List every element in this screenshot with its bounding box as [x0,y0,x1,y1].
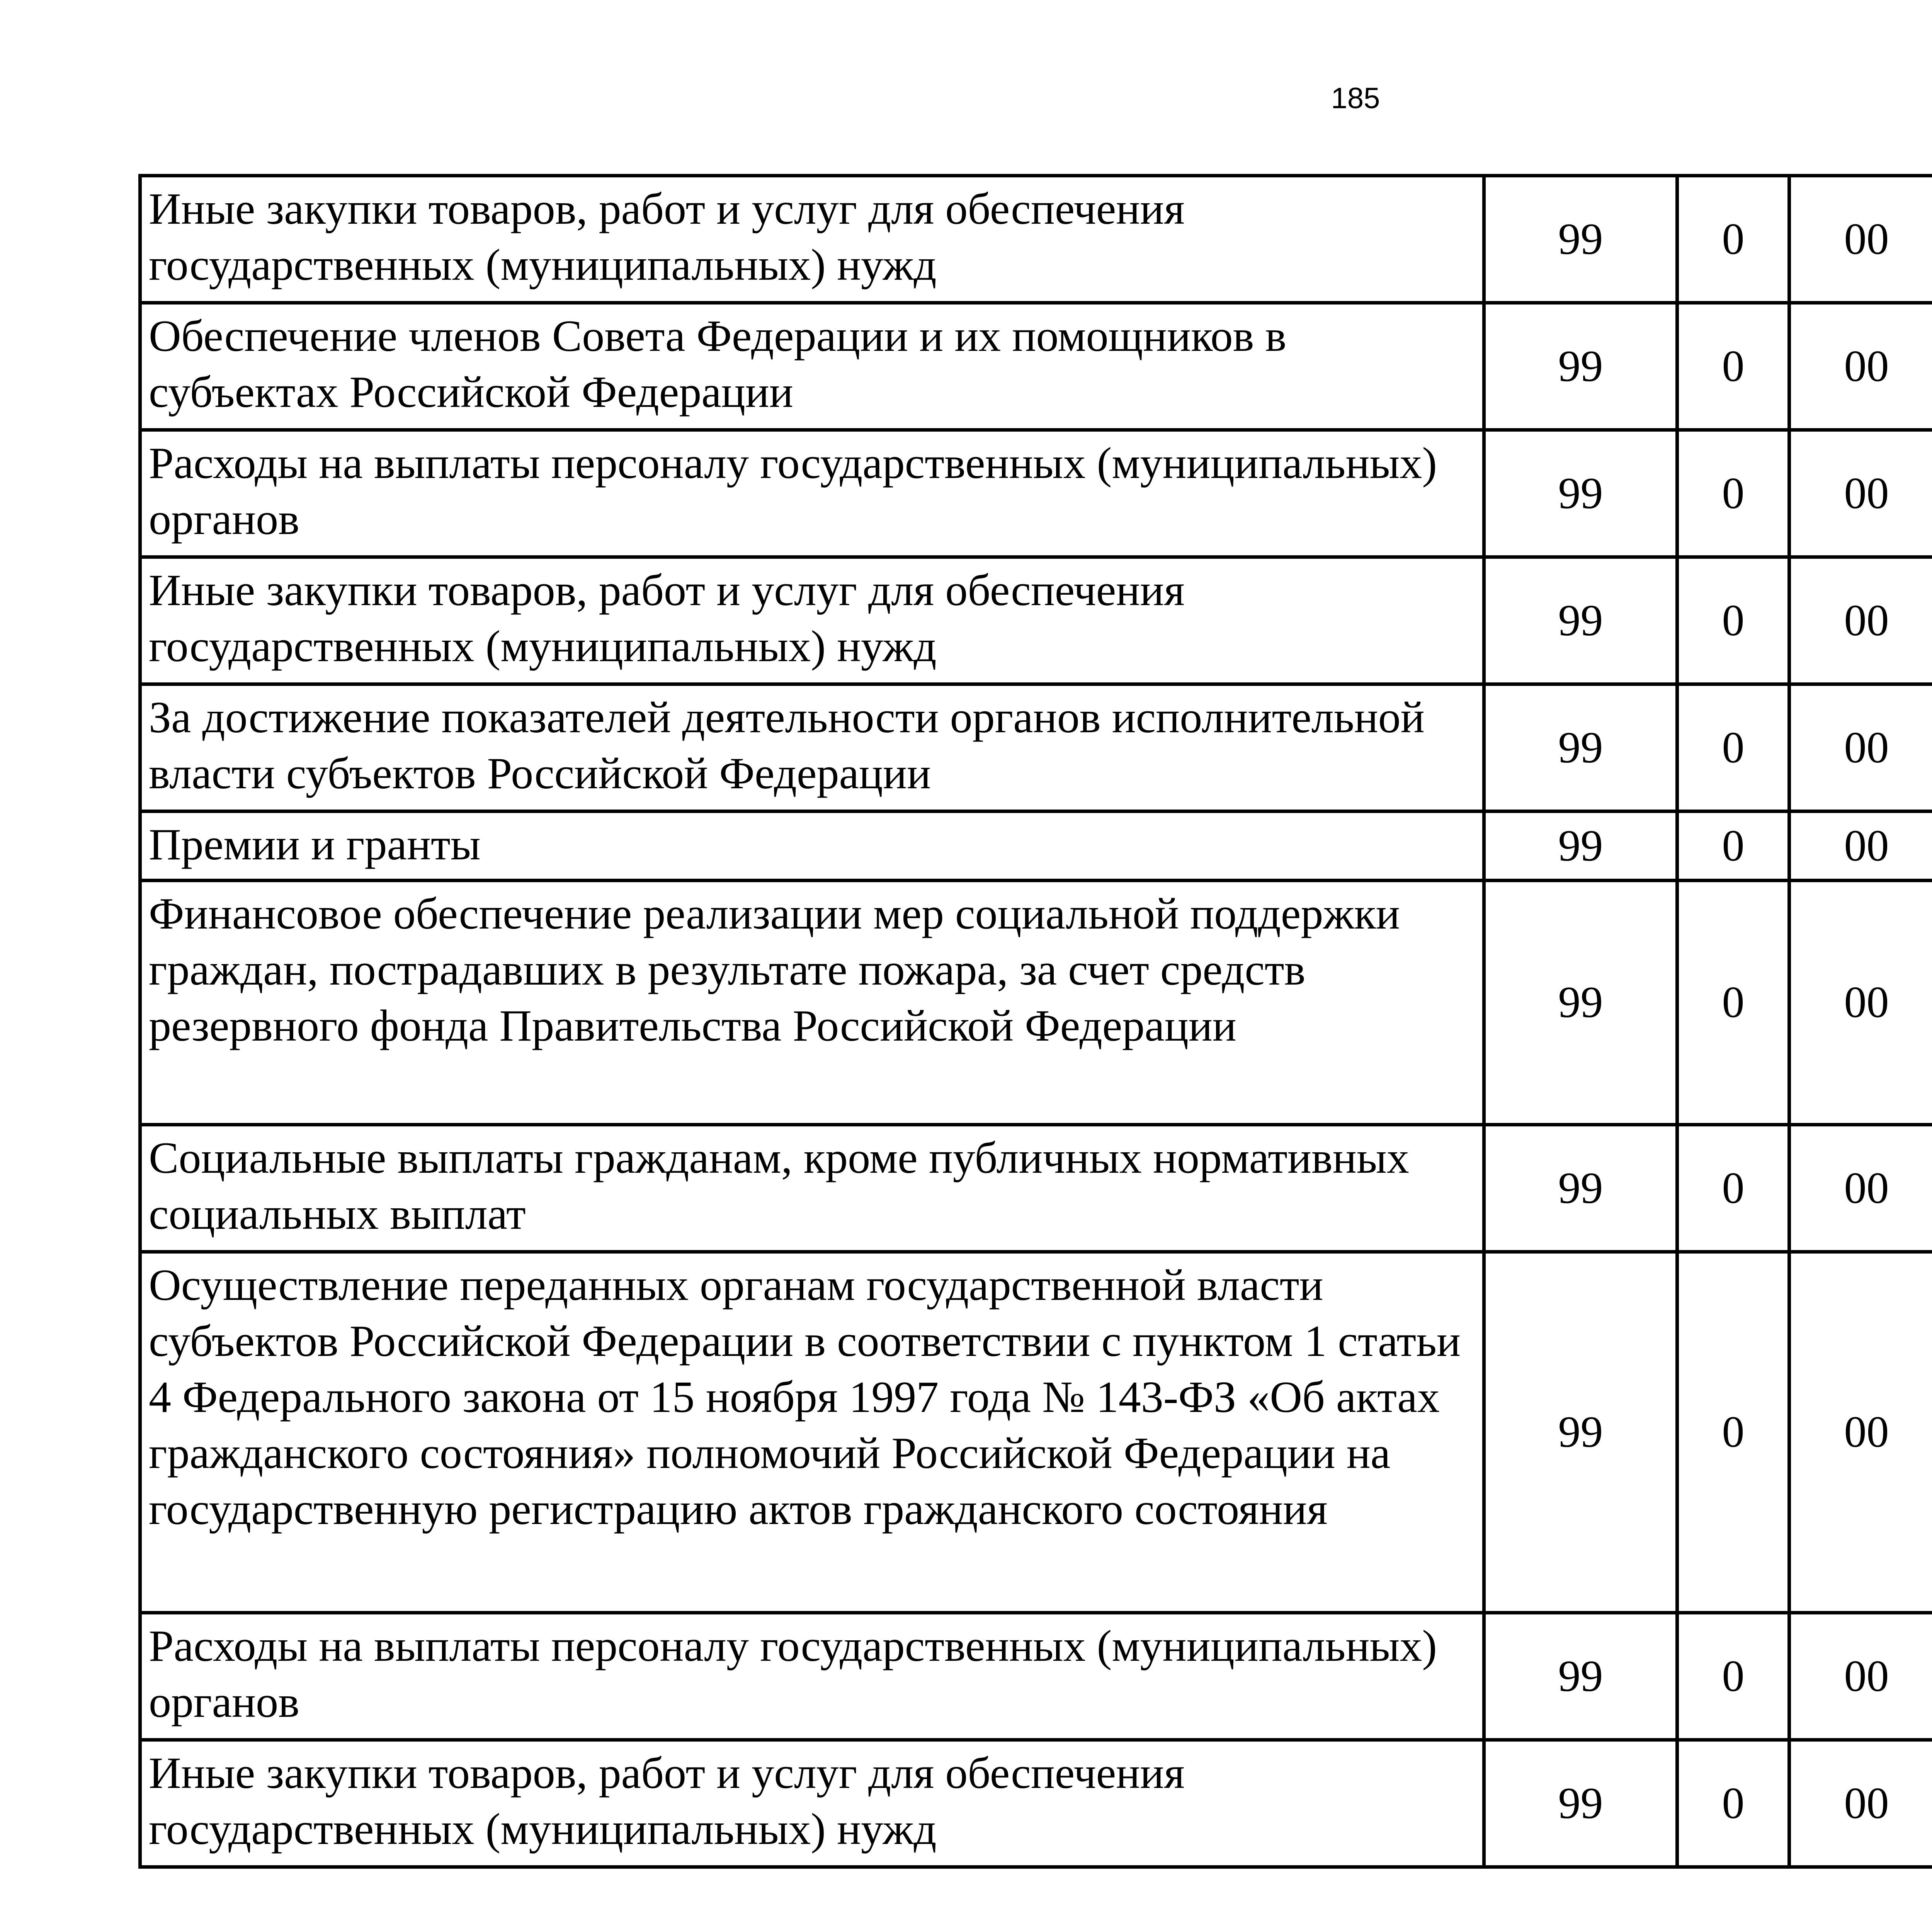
expense-name: За достижение показателей деятельности органов исполнительной власти субъектов Российской Федерации [140,684,1484,811]
program-code: 99 [1484,1613,1677,1740]
expense-name: Расходы на выплаты персоналу государственных (муниципальных) органов [140,430,1484,557]
main-event-code: 00 [1789,430,1932,557]
expense-name: Осуществление переданных органам государственной власти субъектов Российской Федерации в соответствии с пунктом 1 статьи 4 Федерального закона от 15 ноября 1997 года № 143-ФЗ «Об актах гражданского состояния» полномочий Российской Федерации на государственную регистрацию актов гражданского состояния [140,1252,1484,1613]
program-code: 99 [1484,557,1677,684]
table-row [140,1125,1932,1252]
table-row [140,1740,1932,1867]
main-event-code: 00 [1789,881,1932,1125]
table-row [140,811,1932,881]
table-row [140,881,1932,1125]
main-event-code: 00 [1789,684,1932,811]
program-code: 99 [1484,303,1677,430]
program-code: 99 [1484,1252,1677,1613]
program-code: 99 [1484,811,1677,881]
subprogram-code: 0 [1677,430,1789,557]
expense-name: Социальные выплаты гражданам, кроме публичных нормативных социальных выплат [140,1125,1484,1252]
subprogram-code: 0 [1677,1125,1789,1252]
subprogram-code: 0 [1677,1252,1789,1613]
expense-name: Иные закупки товаров, работ и услуг для обеспечения государственных (муниципальных) нужд [140,176,1484,303]
table-row [140,1613,1932,1740]
table-row [140,1252,1932,1613]
expense-name: Иные закупки товаров, работ и услуг для обеспечения государственных (муниципальных) нужд [140,1740,1484,1867]
main-event-code: 00 [1789,1252,1932,1613]
subprogram-code: 0 [1677,881,1789,1125]
main-event-code: 00 [1789,1125,1932,1252]
expense-name: Обеспечение членов Совета Федерации и их помощников в субъектах Российской Федерации [140,303,1484,430]
expense-name: Финансовое обеспечение реализации мер социальной поддержки граждан, пострадавших в результате пожара, за счет средств резервного фонда Правительства Российской Федерации [140,881,1484,1125]
subprogram-code: 0 [1677,684,1789,811]
main-event-code: 00 [1789,811,1932,881]
program-code: 99 [1484,176,1677,303]
table-row [140,176,1932,303]
subprogram-code: 0 [1677,811,1789,881]
page-number: 185 [1331,82,1380,115]
subprogram-code: 0 [1677,557,1789,684]
table-row [140,303,1932,430]
subprogram-code: 0 [1677,176,1789,303]
program-code: 99 [1484,881,1677,1125]
expense-name: Иные закупки товаров, работ и услуг для обеспечения государственных (муниципальных) нужд [140,557,1484,684]
subprogram-code: 0 [1677,1613,1789,1740]
main-event-code: 00 [1789,303,1932,430]
subprogram-code: 0 [1677,1740,1789,1867]
table-row [140,430,1932,557]
main-event-code: 00 [1789,1740,1932,1867]
table-row [140,557,1932,684]
subprogram-code: 0 [1677,303,1789,430]
table-row [140,684,1932,811]
program-code: 99 [1484,1125,1677,1252]
main-event-code: 00 [1789,1613,1932,1740]
budget-table [138,174,1932,1869]
program-code: 99 [1484,430,1677,557]
program-code: 99 [1484,1740,1677,1867]
expense-name: Премии и гранты [140,811,1484,881]
main-event-code: 00 [1789,176,1932,303]
expense-name: Расходы на выплаты персоналу государственных (муниципальных) органов [140,1613,1484,1740]
main-event-code: 00 [1789,557,1932,684]
program-code: 99 [1484,684,1677,811]
